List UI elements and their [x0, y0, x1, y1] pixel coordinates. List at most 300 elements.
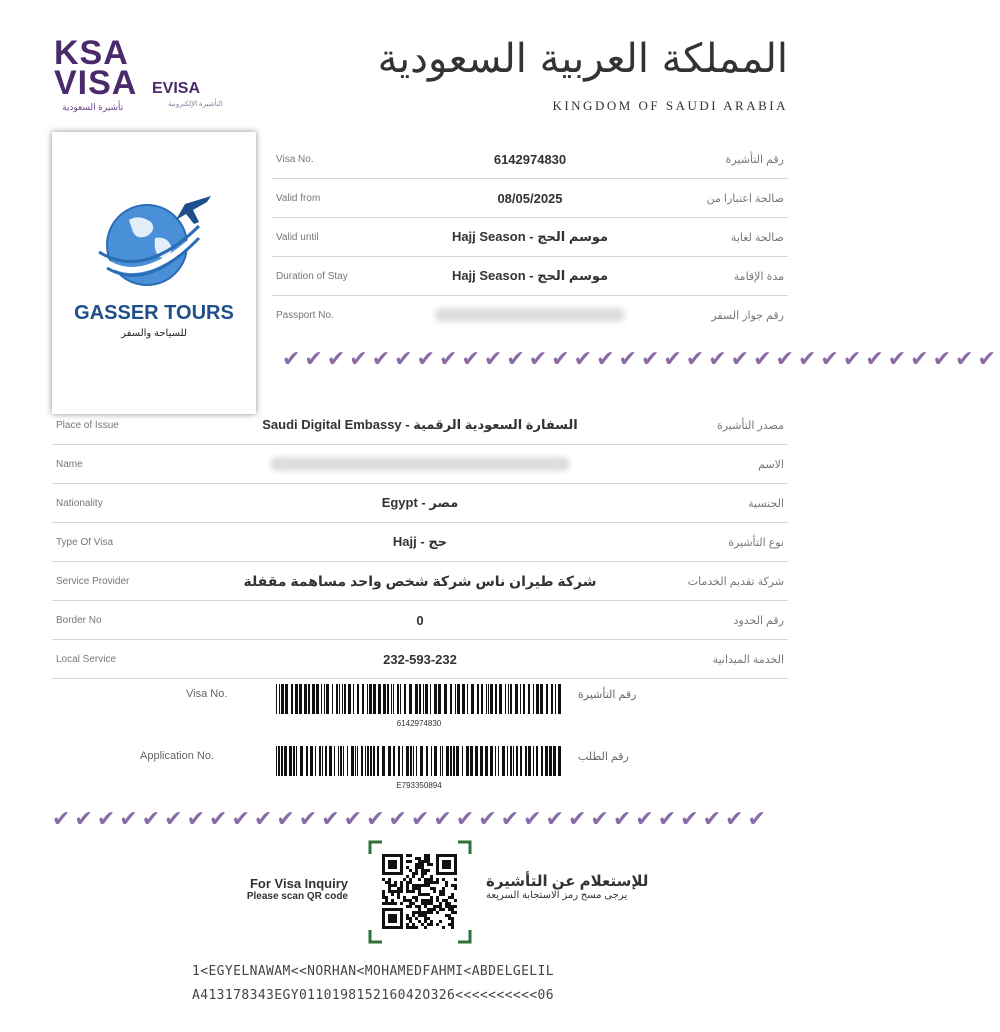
barcode-bar	[536, 746, 538, 776]
qr-module	[454, 878, 457, 881]
qr-module	[388, 878, 391, 881]
qr-module	[442, 893, 445, 896]
barcode-visa	[276, 684, 562, 728]
qr-module	[427, 917, 430, 920]
barcode-bar	[355, 746, 356, 776]
barcode-bar	[434, 746, 437, 776]
barcode-bar	[312, 684, 315, 714]
barcode-bar	[470, 746, 473, 776]
barcode-bar	[508, 684, 509, 714]
qr-module	[415, 905, 418, 908]
qr-module	[409, 890, 412, 893]
barcode-app-number: E793350894	[396, 781, 442, 790]
qr-module	[439, 893, 442, 896]
barcode-bar	[541, 746, 543, 776]
qr-module	[430, 911, 433, 914]
qr-module	[439, 890, 442, 893]
qr-module	[421, 884, 424, 887]
row-label-en: Valid from	[276, 192, 321, 204]
qr-module	[403, 896, 406, 899]
qr-module	[427, 908, 430, 911]
barcode-bar	[533, 684, 534, 714]
qr-module	[412, 923, 415, 926]
barcode-bar	[549, 746, 552, 776]
qr-module	[418, 857, 421, 860]
barcode-bar	[558, 684, 561, 714]
row-place-of-issue	[52, 406, 788, 445]
qr-module	[415, 863, 418, 866]
row-value: 0	[416, 612, 424, 628]
qr-module	[418, 905, 421, 908]
qr-module	[454, 911, 457, 914]
qr-module	[424, 917, 427, 920]
row-border-no	[52, 601, 788, 640]
qr-module	[397, 896, 400, 899]
qr-module	[430, 923, 433, 926]
barcode-bar	[406, 746, 409, 776]
barcode-bar	[425, 684, 428, 714]
qr-module	[418, 884, 421, 887]
barcode-bar	[455, 684, 456, 714]
qr-module	[421, 911, 424, 914]
barcode-bar	[495, 746, 496, 776]
qr-module	[406, 860, 409, 863]
barcode-bar	[369, 684, 372, 714]
barcode-bar	[295, 684, 298, 714]
barcode-bar	[431, 746, 432, 776]
qr-module	[406, 917, 409, 920]
row-label-en: Valid until	[276, 231, 319, 243]
barcode-bar	[319, 746, 321, 776]
barcode-bar	[525, 746, 527, 776]
row-label-ar: شركة تقديم الخدمات	[687, 575, 784, 588]
barcode-bar	[353, 684, 354, 714]
barcode-bar	[296, 746, 297, 776]
qr-module	[436, 911, 439, 914]
barcode-bar	[553, 746, 556, 776]
qr-module	[430, 887, 433, 890]
qr-module	[424, 854, 427, 857]
barcode-bar	[404, 684, 406, 714]
qr-module	[400, 881, 403, 884]
row-label-en: Name	[56, 458, 83, 470]
qr-module	[421, 893, 424, 896]
qr-module	[412, 911, 415, 914]
qr-finder	[388, 860, 397, 869]
qr-module	[415, 884, 418, 887]
qr-module	[400, 884, 403, 887]
barcode-bar	[510, 746, 512, 776]
qr-module	[451, 896, 454, 899]
barcode-bar	[393, 746, 395, 776]
qr-module	[442, 908, 445, 911]
barcode-bar	[316, 684, 319, 714]
agency-name: GASSER TOURS	[74, 302, 234, 324]
qr-module	[406, 923, 409, 926]
qr-module	[415, 872, 418, 875]
barcode-bar	[339, 684, 340, 714]
qr-module	[439, 905, 442, 908]
barcode-bar	[325, 746, 327, 776]
qr-module	[451, 926, 454, 929]
qr-module	[415, 911, 418, 914]
qr-module	[421, 863, 424, 866]
barcode-bar	[308, 684, 310, 714]
barcode-bar	[347, 746, 348, 776]
qr-module	[436, 878, 439, 881]
qr-module	[412, 875, 415, 878]
qr-module	[430, 902, 433, 905]
qr-module	[400, 890, 403, 893]
barcode-bar	[343, 746, 344, 776]
qr-module	[427, 911, 430, 914]
row-label-ar: رقم الحدود	[733, 614, 784, 627]
qr-module	[445, 884, 448, 887]
barcode-app-label-ar: رقم الطلب	[578, 751, 629, 763]
barcode-bar	[382, 746, 385, 776]
qr-module	[385, 902, 388, 905]
evisa-logo: EVISA	[152, 80, 201, 97]
qr-module	[412, 926, 415, 929]
qr-module	[415, 866, 418, 869]
qr-finder	[442, 860, 451, 869]
row-value: 08/05/2025	[497, 190, 563, 206]
barcode-bar	[442, 746, 443, 776]
row-value: Hajj Season - موسم الحج	[451, 268, 609, 283]
barcode-bar	[284, 746, 287, 776]
qr-module	[415, 869, 418, 872]
qr-module	[418, 863, 421, 866]
qr-module	[454, 884, 457, 887]
barcode-bar	[334, 746, 335, 776]
qr-module	[388, 902, 391, 905]
barcode-bar	[516, 746, 518, 776]
qr-module	[382, 890, 385, 893]
barcode-bar	[413, 746, 414, 776]
barcode-bar	[499, 684, 502, 714]
qr-module	[382, 896, 385, 899]
barcode-bar	[310, 746, 313, 776]
barcode-bar	[536, 684, 539, 714]
row-label-ar: الاسم	[758, 458, 784, 471]
barcode-bar	[546, 684, 548, 714]
inquiry-ar	[486, 872, 666, 901]
mrz-line-2: A413178343EGY011019815216042O326<<<<<<<<<<06	[192, 988, 554, 1003]
barcode-bar	[373, 746, 375, 776]
qr-module	[430, 878, 433, 881]
qr-module	[451, 884, 454, 887]
barcode-bar	[533, 746, 534, 776]
qr-module	[439, 902, 442, 905]
qr-module	[424, 893, 427, 896]
qr-module	[421, 872, 424, 875]
barcode-bar	[329, 746, 332, 776]
row-value: شركة طيران ناس شركة شخص واحد مساهمة مقفلة	[243, 572, 597, 589]
qr-module	[412, 914, 415, 917]
qr-module	[415, 899, 418, 902]
barcode-bar	[398, 746, 400, 776]
agency-subtitle: للسياحة والسفر	[121, 328, 187, 339]
qr-module	[418, 914, 421, 917]
evisa-logo-sub: التأشيرة الإلكترونية	[168, 101, 223, 108]
ksa-visa-logo	[54, 34, 164, 118]
qr-module	[448, 908, 451, 911]
barcode-bar	[434, 684, 437, 714]
qr-module	[412, 887, 415, 890]
qr-module	[451, 920, 454, 923]
barcode-bar	[498, 746, 499, 776]
qr-module	[427, 854, 430, 857]
qr-module	[418, 911, 421, 914]
barcode-bar	[279, 684, 280, 714]
qr-module	[409, 902, 412, 905]
qr-module	[430, 875, 433, 878]
barcode-bar	[276, 746, 277, 776]
barcode-bar	[281, 684, 284, 714]
barcode-bar	[438, 684, 441, 714]
qr-module	[427, 857, 430, 860]
qr-module	[427, 902, 430, 905]
qr-module	[451, 923, 454, 926]
barcode-bar	[285, 684, 288, 714]
row-label-ar: مصدر التأشيرة	[716, 419, 784, 432]
barcode-bar	[357, 746, 358, 776]
row-label-en: Duration of Stay	[276, 270, 348, 282]
barcode-bar	[409, 684, 412, 714]
qr-module	[418, 860, 421, 863]
qr-module	[409, 899, 412, 902]
barcode-bar	[402, 746, 403, 776]
barcode-bar	[450, 684, 452, 714]
barcode-bar	[344, 684, 346, 714]
barcode-bar	[300, 746, 303, 776]
barcode-bar	[393, 684, 394, 714]
qr-module	[406, 854, 409, 857]
row-label-ar: رقم جواز السفر	[711, 309, 784, 322]
row-label-en: Type Of Visa	[56, 536, 114, 548]
qr-module	[448, 914, 451, 917]
barcode-app-bars	[276, 746, 562, 776]
qr-module	[409, 920, 412, 923]
barcode-bar	[357, 684, 359, 714]
qr-module	[430, 908, 433, 911]
barcode-bar	[528, 684, 530, 714]
barcode-bar	[545, 746, 548, 776]
qr-module	[388, 890, 391, 893]
barcode-bar	[367, 746, 369, 776]
barcode-bar	[551, 684, 553, 714]
qr-module	[442, 890, 445, 893]
qr-module	[424, 914, 427, 917]
barcode-bar	[450, 746, 452, 776]
barcode-bar	[520, 684, 521, 714]
barcode-bar	[515, 684, 518, 714]
qr-module	[424, 905, 427, 908]
inquiry-en-sub: Please scan QR code	[246, 891, 348, 902]
qr-module	[406, 926, 409, 929]
qr-module	[400, 902, 403, 905]
qr-module	[418, 908, 421, 911]
barcode-app	[276, 746, 562, 790]
qr-module	[448, 896, 451, 899]
barcode-bar	[523, 684, 525, 714]
row-local-service	[52, 640, 788, 679]
qr-module	[418, 920, 421, 923]
row-label-ar: صالحة اعتبارا من	[706, 192, 784, 205]
row-value: 6142974830	[493, 151, 567, 167]
barcode-bar	[322, 746, 323, 776]
qr-module	[430, 863, 433, 866]
qr-code[interactable]	[368, 840, 472, 944]
qr-module	[427, 869, 430, 872]
qr-module	[412, 896, 415, 899]
qr-module	[409, 926, 412, 929]
qr-module	[406, 866, 409, 869]
row-nationality	[52, 484, 788, 523]
qr-module	[388, 884, 391, 887]
row-label-ar: الجنسية	[748, 497, 784, 510]
row-label-en: Service Provider	[56, 575, 130, 587]
barcode-bar	[456, 746, 459, 776]
qr-finder	[388, 914, 397, 923]
barcode-bar	[336, 684, 338, 714]
row-service-provider	[52, 562, 788, 601]
qr-module	[394, 890, 397, 893]
qr-module	[445, 902, 448, 905]
barcode-bar	[383, 684, 386, 714]
barcode-bar	[485, 746, 488, 776]
inquiry-en	[204, 876, 348, 902]
qr-module	[442, 878, 445, 881]
barcode-bar	[440, 746, 441, 776]
row-label-ar: الخدمة الميدانية	[712, 653, 784, 666]
qr-module	[421, 875, 424, 878]
qr-module	[436, 899, 439, 902]
barcode-bar	[462, 684, 465, 714]
qr-module	[421, 869, 424, 872]
qr-module	[394, 881, 397, 884]
inquiry-ar-title: للإستعلام عن التأشيرة	[486, 873, 649, 890]
qr-module	[406, 914, 409, 917]
barcode-bar	[391, 684, 392, 714]
qr-module	[409, 860, 412, 863]
qr-module	[436, 881, 439, 884]
barcode-bar	[321, 684, 322, 714]
qr-module	[403, 878, 406, 881]
row-value: 232-593-232	[383, 651, 457, 667]
barcode-bar	[490, 746, 493, 776]
barcode-bar	[466, 746, 469, 776]
barcode-bar	[351, 746, 354, 776]
qr-module	[430, 899, 433, 902]
qr-module	[424, 884, 427, 887]
barcode-bar	[289, 746, 292, 776]
qr-module	[430, 881, 433, 884]
qr-module	[427, 884, 430, 887]
barcode-bar	[338, 746, 339, 776]
barcode-bar	[477, 684, 479, 714]
barcode-bar	[378, 684, 381, 714]
barcode-bar	[419, 684, 421, 714]
qr-code-graphic	[368, 840, 472, 944]
mrz-line-1: 1<EGYELNAWAM<<NORHAN<MOHAMEDFAHMI<ABDELGELIL	[192, 964, 554, 979]
qr-module	[421, 902, 424, 905]
qr-module	[445, 881, 448, 884]
row-passport-no	[272, 296, 788, 334]
qr-module	[409, 878, 412, 881]
qr-module	[409, 881, 412, 884]
barcode-bar	[332, 684, 333, 714]
qr-module	[397, 893, 400, 896]
barcode-app-label-en: Application No.	[140, 750, 214, 762]
row-label-ar: مدة الإقامة	[733, 270, 784, 283]
qr-module	[448, 923, 451, 926]
barcode-bar	[410, 746, 412, 776]
row-label-ar: صالحة لغاية	[730, 231, 784, 244]
qr-module	[406, 890, 409, 893]
barcode-bar	[505, 684, 506, 714]
qr-module	[415, 857, 418, 860]
barcode-bar	[510, 684, 512, 714]
row-visa-no	[272, 140, 788, 179]
qr-module	[451, 908, 454, 911]
qr-module	[394, 884, 397, 887]
barcode-bar	[555, 684, 556, 714]
barcode-bar	[388, 746, 391, 776]
qr-module	[424, 872, 427, 875]
qr-module	[406, 887, 409, 890]
qr-module	[385, 899, 388, 902]
barcode-bar	[426, 746, 428, 776]
qr-module	[427, 881, 430, 884]
qr-module	[445, 914, 448, 917]
qr-module	[409, 854, 412, 857]
qr-module	[421, 923, 424, 926]
barcode-bar	[502, 746, 505, 776]
barcode-bar	[507, 746, 508, 776]
qr-module	[406, 884, 409, 887]
qr-module	[418, 893, 421, 896]
barcode-visa-bars	[276, 684, 562, 714]
row-label-en: Passport No.	[276, 309, 334, 321]
ksa-logo-sub: تأشيرة السعودية	[62, 102, 124, 112]
ksa-logo-line1: KSA	[54, 34, 129, 72]
qr-module	[427, 899, 430, 902]
barcode-bar	[278, 746, 280, 776]
barcode-bar	[471, 684, 474, 714]
qr-module	[397, 887, 400, 890]
qr-module	[424, 869, 427, 872]
qr-module	[424, 911, 427, 914]
barcode-bar	[467, 684, 468, 714]
check-pattern-2: ✔✔✔✔✔✔✔✔✔✔✔✔✔✔✔✔✔✔✔✔✔✔✔✔✔✔✔✔✔✔✔✔	[52, 806, 770, 831]
barcode-bar	[462, 746, 463, 776]
qr-module	[415, 926, 418, 929]
qr-module	[391, 902, 394, 905]
qr-module	[442, 899, 445, 902]
barcode-bar	[377, 746, 379, 776]
qr-module	[391, 893, 394, 896]
qr-module	[394, 902, 397, 905]
row-label-ar: نوع التأشيرة	[728, 536, 784, 549]
barcode-bar	[528, 746, 531, 776]
qr-module	[406, 905, 409, 908]
qr-module	[412, 872, 415, 875]
barcode-bar	[304, 684, 307, 714]
barcode-bar	[315, 746, 316, 776]
barcode-visa-number: 6142974830	[396, 719, 442, 728]
qr-module	[430, 920, 433, 923]
